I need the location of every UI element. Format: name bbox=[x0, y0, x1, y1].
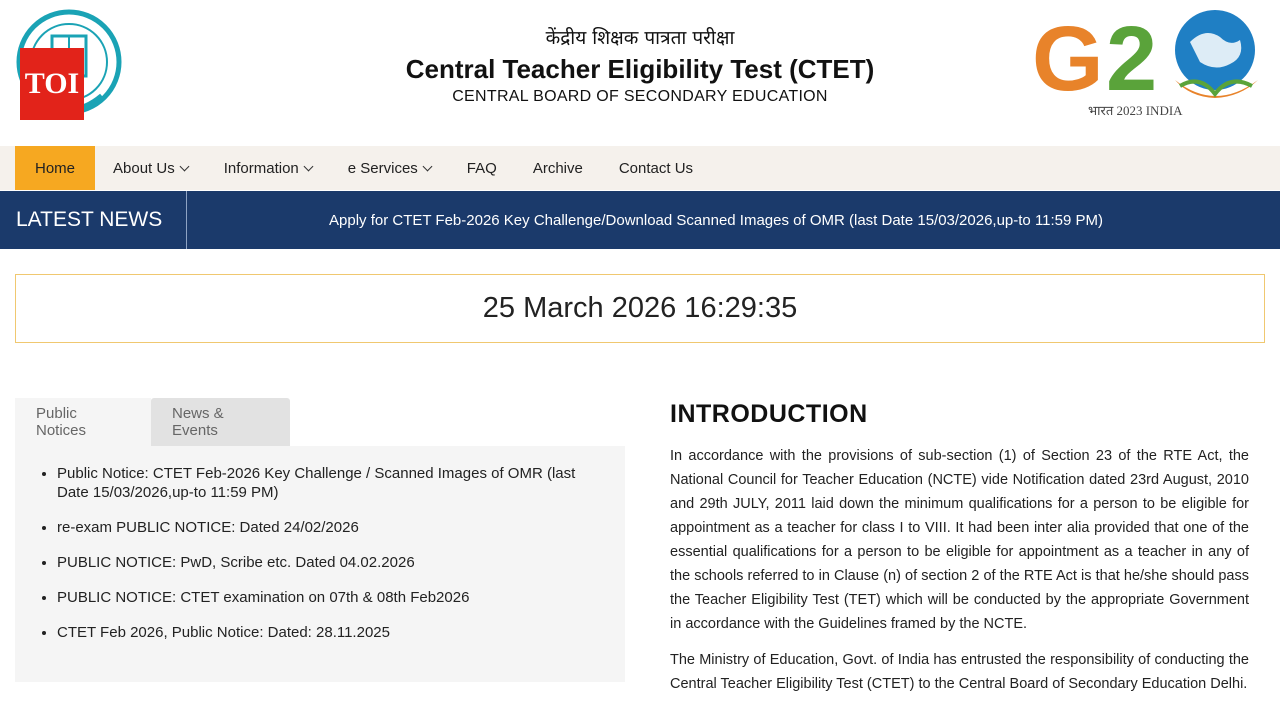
nav-contact-us[interactable] bbox=[601, 146, 711, 190]
page-subtitle: CENTRAL BOARD OF SECONDARY EDUCATION bbox=[452, 88, 828, 105]
nav-archive[interactable] bbox=[515, 146, 601, 190]
notice-list bbox=[57, 464, 605, 642]
nav-information[interactable] bbox=[206, 146, 330, 190]
nav-home-label: Home bbox=[35, 159, 76, 177]
svg-text:2: 2 bbox=[1106, 8, 1158, 110]
notice-link[interactable]: • re-exam PUBLIC NOTICE: Dated 24/02/2026 bbox=[57, 518, 605, 537]
chevron-down-icon bbox=[303, 161, 313, 171]
hindi-title: केंद्रीय शिक्षक पात्रता परीक्षा bbox=[545, 27, 735, 49]
notice-link[interactable]: • CTET Feb 2026, Public Notice: Dated: 28.11.2025 bbox=[57, 623, 605, 642]
nav-home[interactable] bbox=[15, 146, 95, 190]
notice-link[interactable]: • Public Notice: CTET Feb-2026 Key Challenge / Scanned Images of OMR (last Date 15/03/2026,up-to 11:59 PM) bbox=[57, 464, 605, 502]
intro-paragraph: The Ministry of Education, Govt. of India has entrusted the responsibility of conducting the Central Teacher Eligibility Test (CTET) to the Central Board of Secondary Education Delhi. bbox=[670, 652, 1249, 692]
g20-caption: भारत 2023 INDIA bbox=[1088, 103, 1183, 118]
intro-heading: INTRODUCTION bbox=[670, 400, 868, 428]
tab-news-events[interactable]: News & Events bbox=[151, 398, 290, 446]
intro-body bbox=[670, 444, 1249, 708]
nav-archive-label: Archive bbox=[532, 159, 583, 177]
nav-information-label: Information bbox=[223, 159, 299, 177]
nav-e-services-label: e Services bbox=[347, 159, 418, 177]
nav-e-services[interactable] bbox=[330, 146, 449, 190]
latest-news-ticker-link[interactable]: Apply for CTET Feb-2026 Key Challenge/Download Scanned Images of OMR (last Date 15/03/2026,up-to 11:59 PM) bbox=[329, 211, 1104, 229]
tab-public-notices[interactable]: Public Notices bbox=[15, 398, 151, 446]
nav-faq[interactable] bbox=[449, 146, 515, 190]
chevron-down-icon bbox=[179, 161, 189, 171]
nav-faq-label: FAQ bbox=[466, 159, 497, 177]
page-title: Central Teacher Eligibility Test (CTET) bbox=[405, 54, 875, 84]
notice-link[interactable]: • PUBLIC NOTICE: PwD, Scribe etc. Dated 04.02.2026 bbox=[57, 553, 605, 572]
chevron-down-icon bbox=[422, 161, 432, 171]
nav-about-us-label: About Us bbox=[113, 159, 175, 177]
toi-badge: TOI bbox=[20, 48, 84, 120]
nav-about-us[interactable] bbox=[95, 146, 206, 190]
nav-contact-us-label: Contact Us bbox=[618, 159, 694, 177]
main-nav bbox=[0, 146, 1280, 190]
notice-link[interactable]: • PUBLIC NOTICE: CTET examination on 07th & 08th Feb2026 bbox=[57, 588, 605, 607]
svg-text:G: G bbox=[1032, 8, 1104, 110]
latest-news-label: LATEST NEWS bbox=[0, 191, 187, 249]
public-notices-panel bbox=[15, 446, 625, 682]
intro-paragraph: In accordance with the provisions of sub-section (1) of Section 23 of the RTE Act, the National Council for Teacher Education (NCTE) vide Notification dated 23rd August, 2010 and 29th JULY, 2011 laid down the minimum qualifications for a person to be eligible for appointment as a teacher for class I to VIII. It had been inter alia provided that one of the essential qualifications for a person to be eligible for appointment as a teacher in any of the schools referred to in Clause (n) of section 2 of the RTE Act is that he/she should pass the Teacher Eligibility Test (TET) which will be conducted by the appropriate Government in accordance with the Guidelines framed by the NCTE. bbox=[670, 448, 1249, 632]
datetime-display: 25 March 2026 16:29:35 bbox=[15, 274, 1265, 343]
site-header bbox=[0, 0, 1280, 146]
notice-tabs bbox=[15, 398, 625, 446]
latest-news-bar bbox=[0, 191, 1280, 249]
